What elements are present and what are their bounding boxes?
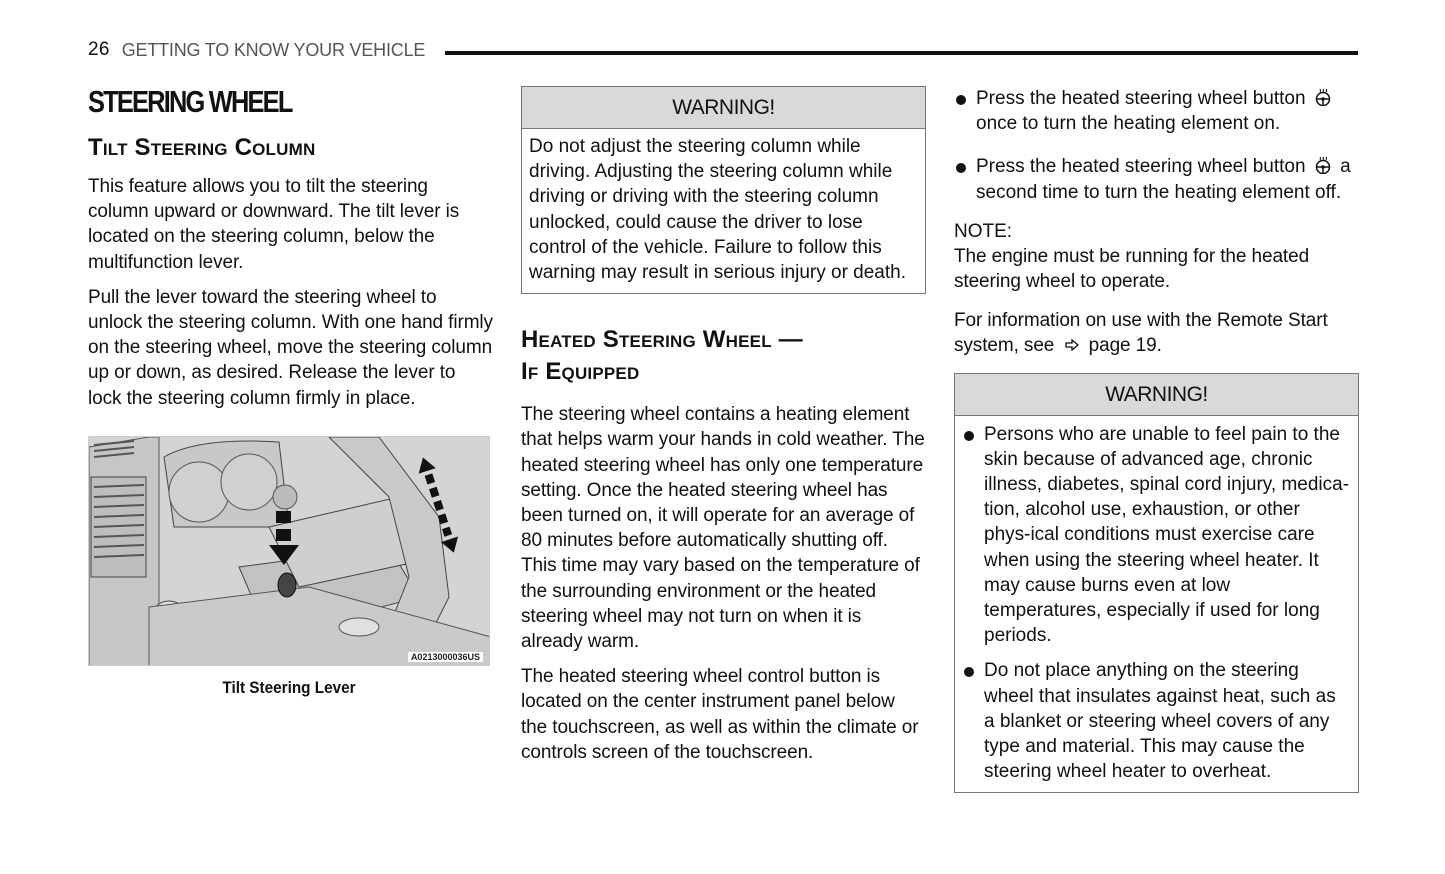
column-left xyxy=(88,80,493,698)
page-reference-link[interactable]: page 19. xyxy=(1088,335,1162,357)
paragraph: The steering wheel contains a heating element that helps warm your hands in cold weather. The heated steering wheel has only one temperature setting. Once the heated steering wheel has been turned on, it will operate for an average of 80 minutes before automatically shutting off. This time may vary based on the temperature of the surrounding environment or the heated steering wheel may not turn on when it is already warm. xyxy=(521,404,925,653)
warning-text: Do not adjust the steering column while driving. Adjusting the steering column while driving or driving with the steering column unlocked, could cause the driver to lose control of the vehicle. Failure to follow this warning may result in serious injury or death. xyxy=(529,136,907,284)
list-item-text: once to turn the heating element on. xyxy=(976,113,1281,135)
page-number: 26 xyxy=(88,39,110,60)
column-right xyxy=(954,80,1359,793)
figure-code: A0213000036US xyxy=(408,652,483,662)
heading-line: If Equipped xyxy=(521,358,640,386)
bullet-icon xyxy=(964,667,974,677)
heated-steering-wheel-icon xyxy=(1314,88,1332,106)
warning-title: WARNING! xyxy=(955,374,1358,416)
warning-box-heater xyxy=(954,373,1359,794)
list-item-text: Press the heated steering wheel button xyxy=(976,156,1306,178)
note-label: NOTE: xyxy=(954,220,1013,242)
section-title: GETTING TO KNOW YOUR VEHICLE xyxy=(121,39,426,60)
page-title: STEERING WHEEL xyxy=(88,84,292,119)
list-item-text: a second time to turn the heating element off. xyxy=(976,156,1351,203)
warning-title: WARNING! xyxy=(522,87,925,129)
list-item-text: Press the heated steering wheel button xyxy=(976,88,1306,109)
remote-start-paragraph xyxy=(954,308,1359,358)
warning-box-steering-column xyxy=(521,86,926,294)
list-item xyxy=(954,86,1359,136)
tilt-steering-lever-figure xyxy=(88,436,490,666)
tilt-steering-lever-illustration xyxy=(89,437,490,666)
subsection-heading-tilt: Tilt Steering Column xyxy=(88,134,316,161)
column-middle xyxy=(521,80,926,775)
remote-start-text: For information on use with the Remote Start system, see xyxy=(954,310,1328,357)
warning-item xyxy=(962,658,1351,784)
heading-line: Heated Steering Wheel — xyxy=(521,326,803,354)
heated-steering-wheel-icon xyxy=(1314,156,1332,174)
header-rule xyxy=(445,51,1358,55)
list-item xyxy=(954,154,1359,204)
warning-body xyxy=(955,416,1358,793)
bullet-icon xyxy=(964,431,974,441)
paragraph: This feature allows you to tilt the steering column upward or downward. The tilt lever is located on the steering column, below the multifunction lever. xyxy=(88,176,460,273)
warning-item xyxy=(962,422,1351,649)
bullet-icon xyxy=(956,163,966,173)
warning-item-text: Do not place anything on the steering wheel that insulates against heat, such as a blanket or steering wheel covers of any type and material. This may cause the steering wheel heater to overheat. xyxy=(984,660,1336,783)
note-text: The engine must be running for the heated steering wheel to operate. xyxy=(954,245,1310,293)
instruction-list xyxy=(954,86,1359,205)
figure-caption: Tilt Steering Lever xyxy=(222,677,356,697)
warning-item-text: Persons who are unable to feel pain to the skin because of advanced age, chronic illness, diabetes, spinal cord injury, medica-tion, alcohol use, exhaustion, or other phys-ical conditions must exercise care when using the steering wheel heater. It may cause burns even at low temperatures, especially if used for long periods. xyxy=(984,423,1350,647)
page-reference-arrow-icon xyxy=(1065,339,1079,351)
bullet-icon xyxy=(956,95,966,105)
paragraph: Pull the lever toward the steering wheel to unlock the steering column. With one hand firmly on the steering wheel, move the steering column up or down, as desired. Release the lever to lock the steering column firmly in place. xyxy=(88,286,493,409)
paragraph: The heated steering wheel control button is located on the center instrument panel below the touchscreen, as well as within the climate or controls screen of the touchscreen. xyxy=(521,666,919,763)
page-header xyxy=(88,38,1358,62)
subsection-heading-heated xyxy=(521,324,926,388)
warning-list xyxy=(962,422,1351,785)
